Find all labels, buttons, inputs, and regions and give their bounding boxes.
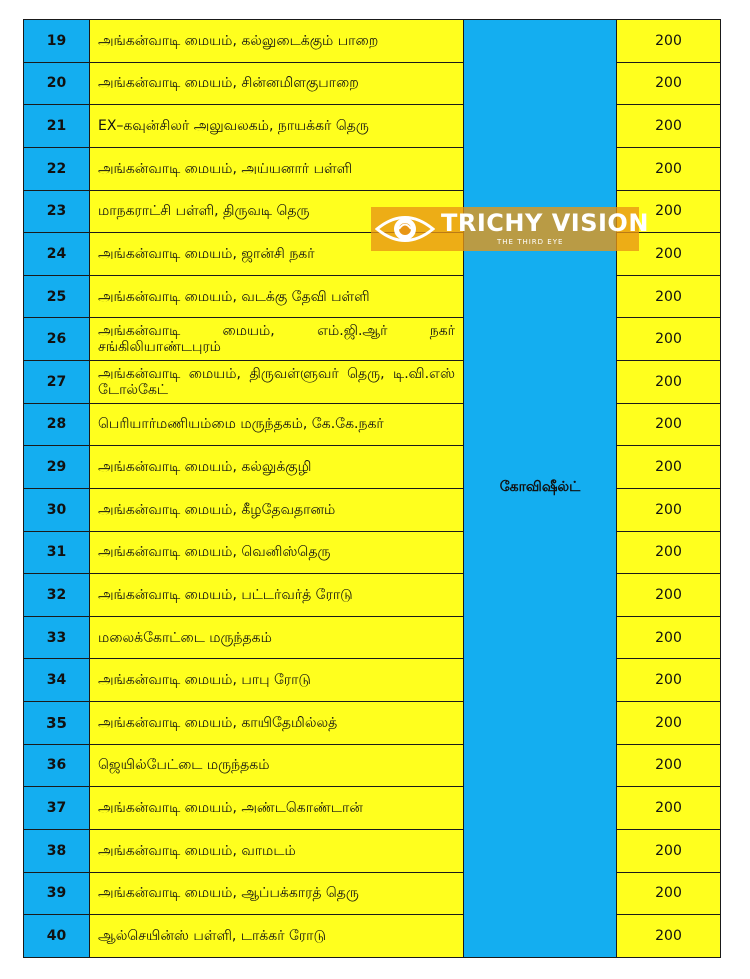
table-row bbox=[24, 616, 721, 659]
row-number: 23 bbox=[24, 190, 90, 233]
row-number: 34 bbox=[24, 659, 90, 702]
dose-count: 200 bbox=[617, 616, 721, 659]
dose-count: 200 bbox=[617, 147, 721, 190]
center-location: அங்கன்வாடி மையம், எம்.ஜி.ஆர் நகர் சங்கிலியாண்டபுரம் bbox=[90, 318, 464, 361]
center-location: அங்கன்வாடி மையம், கல்லுக்குழி bbox=[90, 446, 464, 489]
row-number: 38 bbox=[24, 829, 90, 872]
table-row bbox=[24, 446, 721, 489]
vaccine-name: கோவிஷீல்ட் bbox=[464, 20, 617, 958]
dose-count: 200 bbox=[617, 829, 721, 872]
row-number: 39 bbox=[24, 872, 90, 915]
dose-count: 200 bbox=[617, 872, 721, 915]
center-location: அங்கன்வாடி மையம், காயிதேமில்லத் bbox=[90, 702, 464, 745]
row-number: 22 bbox=[24, 147, 90, 190]
table-row bbox=[24, 744, 721, 787]
row-number: 19 bbox=[24, 20, 90, 63]
dose-count: 200 bbox=[617, 105, 721, 148]
row-number: 21 bbox=[24, 105, 90, 148]
center-location: ஜெயில்பேட்டை மருந்தகம் bbox=[90, 744, 464, 787]
center-location: அங்கன்வாடி மையம், திருவள்ளுவர் தெரு, டி.வி.எஸ் டோல்கேட் bbox=[90, 361, 464, 404]
row-number: 28 bbox=[24, 403, 90, 446]
dose-count: 200 bbox=[617, 62, 721, 105]
table-row bbox=[24, 318, 721, 361]
row-number: 27 bbox=[24, 361, 90, 404]
center-location: அங்கன்வாடி மையம், பாபு ரோடு bbox=[90, 659, 464, 702]
center-location: அங்கன்வாடி மையம், அண்டகொண்டான் bbox=[90, 787, 464, 830]
dose-count: 200 bbox=[617, 190, 721, 233]
center-location: அங்கன்வாடி மையம், சின்னமிளகுபாறை bbox=[90, 62, 464, 105]
dose-count: 200 bbox=[617, 531, 721, 574]
watermark-subtitle: THE THIRD EYE bbox=[497, 238, 564, 246]
dose-count: 200 bbox=[617, 275, 721, 318]
center-location: அங்கன்வாடி மையம், கல்லுடைக்கும் பாறை bbox=[90, 20, 464, 63]
table-row bbox=[24, 915, 721, 958]
row-number: 30 bbox=[24, 488, 90, 531]
dose-count: 200 bbox=[617, 702, 721, 745]
table-row bbox=[24, 361, 721, 404]
table-row bbox=[24, 20, 721, 63]
dose-count: 200 bbox=[617, 361, 721, 404]
table-row bbox=[24, 829, 721, 872]
table-row bbox=[24, 574, 721, 617]
row-number: 31 bbox=[24, 531, 90, 574]
table-row bbox=[24, 147, 721, 190]
center-location: EX–கவுன்சிலர் அலுவலகம், நாயக்கர் தெரு bbox=[90, 105, 464, 148]
row-number: 40 bbox=[24, 915, 90, 958]
table-row bbox=[24, 702, 721, 745]
center-location: ஆல்செயின்ஸ் பள்ளி, டாக்கர் ரோடு bbox=[90, 915, 464, 958]
center-location: அங்கன்வாடி மையம், வாமடம் bbox=[90, 829, 464, 872]
center-location: அங்கன்வாடி மையம், பட்டர்வர்த் ரோடு bbox=[90, 574, 464, 617]
dose-count: 200 bbox=[617, 744, 721, 787]
center-location: பெரியார்மணியம்மை மருந்தகம், கே.கே.நகர் bbox=[90, 403, 464, 446]
dose-count: 200 bbox=[617, 403, 721, 446]
dose-count: 200 bbox=[617, 20, 721, 63]
center-location: அங்கன்வாடி மையம், வெனிஸ்தெரு bbox=[90, 531, 464, 574]
table-row bbox=[24, 403, 721, 446]
table-row bbox=[24, 275, 721, 318]
center-location: அங்கன்வாடி மையம், கீழதேவதானம் bbox=[90, 488, 464, 531]
center-location: மாநகராட்சி பள்ளி, திருவடி தெரு bbox=[90, 190, 464, 233]
table-row bbox=[24, 872, 721, 915]
table-row bbox=[24, 488, 721, 531]
dose-count: 200 bbox=[617, 659, 721, 702]
center-location: மலைக்கோட்டை மருந்தகம் bbox=[90, 616, 464, 659]
row-number: 33 bbox=[24, 616, 90, 659]
eye-logo-icon bbox=[375, 212, 435, 246]
vaccination-center-table bbox=[23, 19, 721, 958]
dose-count: 200 bbox=[617, 446, 721, 489]
dose-count: 200 bbox=[617, 574, 721, 617]
table-row bbox=[24, 787, 721, 830]
row-number: 37 bbox=[24, 787, 90, 830]
table-row bbox=[24, 62, 721, 105]
center-location: அங்கன்வாடி மையம், ஆப்பக்காரத் தெரு bbox=[90, 872, 464, 915]
row-number: 25 bbox=[24, 275, 90, 318]
dose-count: 200 bbox=[617, 488, 721, 531]
row-number: 35 bbox=[24, 702, 90, 745]
dose-count: 200 bbox=[617, 318, 721, 361]
watermark-title: TRICHY VISION bbox=[441, 209, 649, 237]
dose-count: 200 bbox=[617, 915, 721, 958]
trichy-vision-watermark bbox=[371, 207, 649, 251]
table-row bbox=[24, 105, 721, 148]
table-row bbox=[24, 659, 721, 702]
center-location: அங்கன்வாடி மையம், அய்யனார் பள்ளி bbox=[90, 147, 464, 190]
row-number: 29 bbox=[24, 446, 90, 489]
row-number: 36 bbox=[24, 744, 90, 787]
row-number: 20 bbox=[24, 62, 90, 105]
dose-count: 200 bbox=[617, 787, 721, 830]
table-row bbox=[24, 531, 721, 574]
dose-count: 200 bbox=[617, 233, 721, 276]
row-number: 24 bbox=[24, 233, 90, 276]
row-number: 26 bbox=[24, 318, 90, 361]
row-number: 32 bbox=[24, 574, 90, 617]
center-location: அங்கன்வாடி மையம், ஜான்சி நகர் bbox=[90, 233, 464, 276]
center-location: அங்கன்வாடி மையம், வடக்கு தேவி பள்ளி bbox=[90, 275, 464, 318]
